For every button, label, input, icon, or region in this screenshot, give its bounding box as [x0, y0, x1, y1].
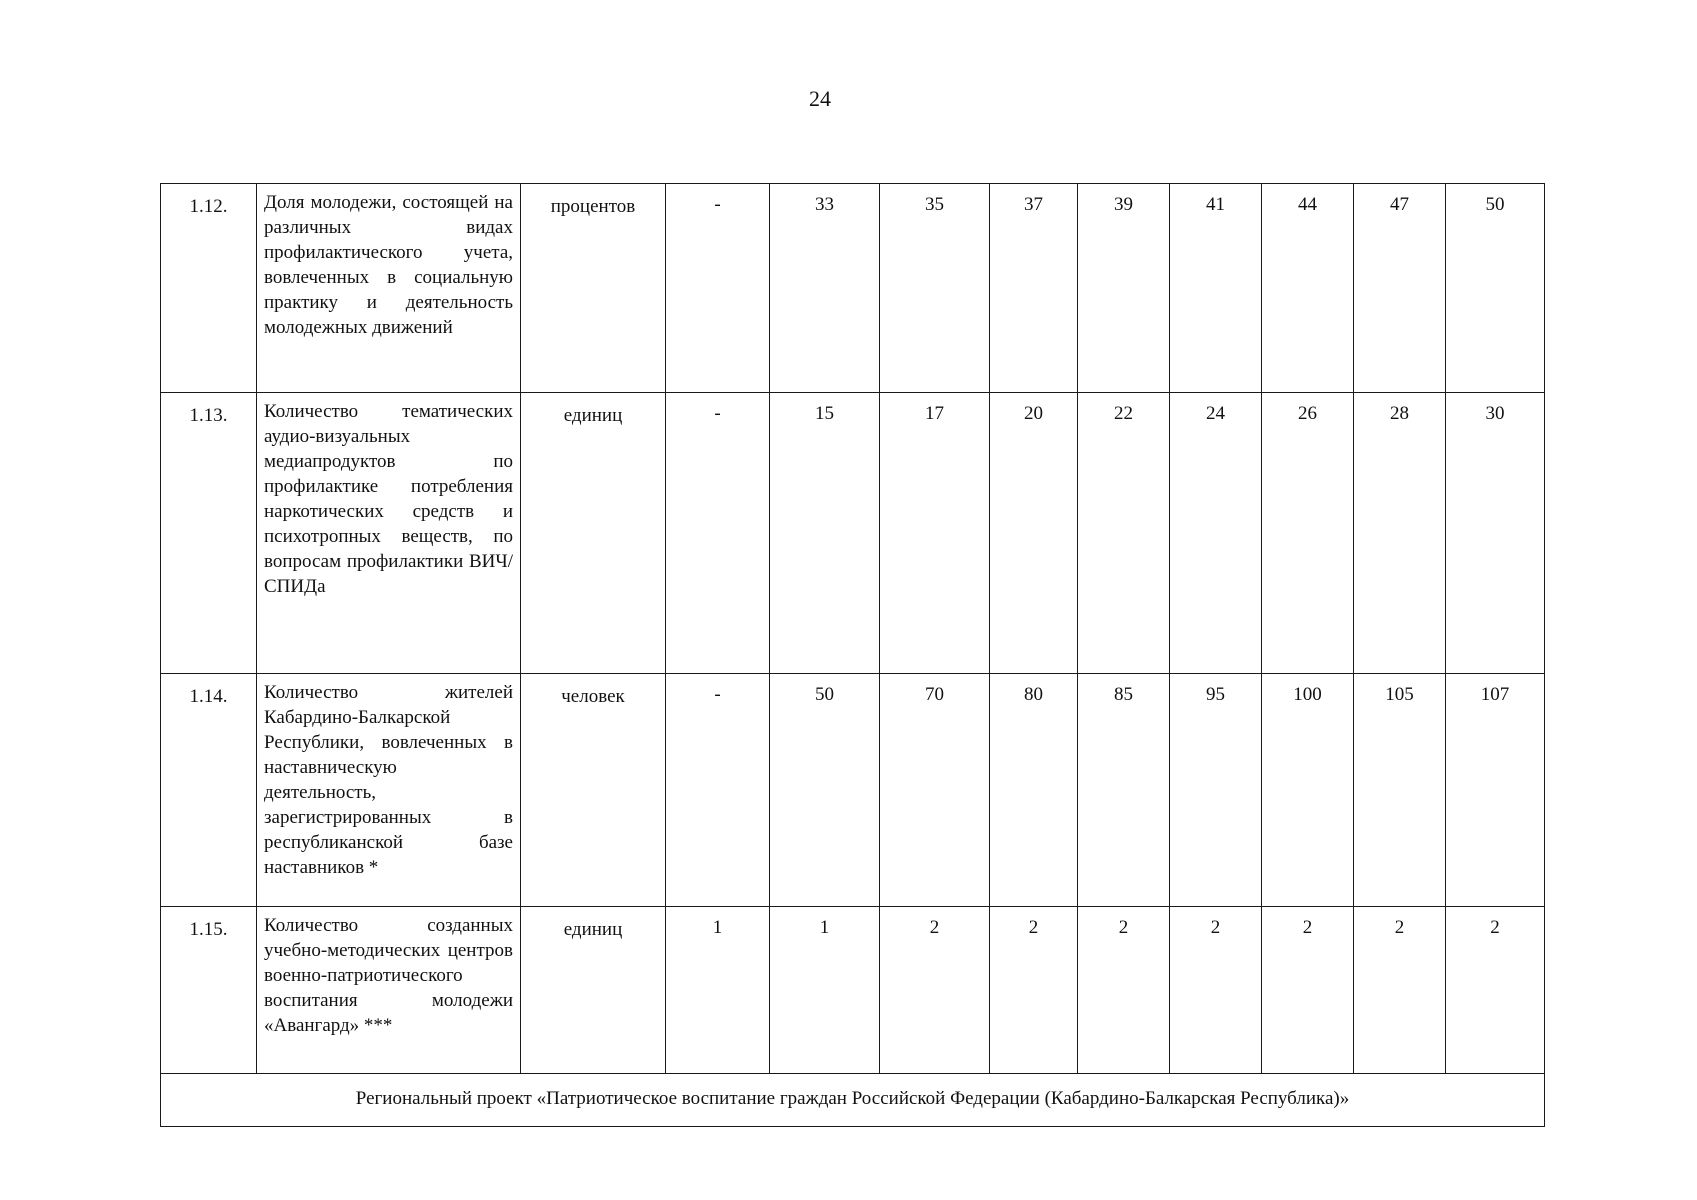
- value-cell: 37: [990, 184, 1078, 393]
- table-row: [161, 907, 1545, 1074]
- value-cell: 107: [1446, 674, 1545, 907]
- unit-cell: единиц: [521, 393, 666, 674]
- row-number: 1.15.: [161, 907, 257, 1074]
- indicators-table: [160, 183, 1545, 1127]
- value-cell: 44: [1262, 184, 1354, 393]
- value-cell: 1: [666, 907, 770, 1074]
- value-cell: 1: [770, 907, 880, 1074]
- value-cell: 33: [770, 184, 880, 393]
- unit-cell: единиц: [521, 907, 666, 1074]
- value-cell: 28: [1354, 393, 1446, 674]
- value-cell: 50: [770, 674, 880, 907]
- page-number: 24: [809, 86, 831, 111]
- value-cell: 70: [880, 674, 990, 907]
- value-cell: 85: [1078, 674, 1170, 907]
- unit-cell: процентов: [521, 184, 666, 393]
- row-number: 1.13.: [161, 393, 257, 674]
- indicator-description: Количество жителей Кабардино-Балкарской Республики, вовлеченных в наставническую деятельность, зарегистрированных в республиканской базе наставников *: [257, 674, 521, 907]
- value-cell: 100: [1262, 674, 1354, 907]
- row-number: 1.14.: [161, 674, 257, 907]
- value-cell: 2: [1446, 907, 1545, 1074]
- section-row: [161, 1074, 1545, 1127]
- unit-cell: человек: [521, 674, 666, 907]
- value-cell: 24: [1170, 393, 1262, 674]
- value-cell: 2: [1170, 907, 1262, 1074]
- table-row: [161, 674, 1545, 907]
- value-cell: 2: [1354, 907, 1446, 1074]
- value-cell: 50: [1446, 184, 1545, 393]
- value-cell: 2: [990, 907, 1078, 1074]
- section-title: Региональный проект «Патриотическое воспитание граждан Российской Федерации (Кабардино-Балкарская Республика)»: [161, 1074, 1545, 1127]
- value-cell: 35: [880, 184, 990, 393]
- value-cell: 15: [770, 393, 880, 674]
- value-cell: 2: [1262, 907, 1354, 1074]
- value-cell: -: [666, 393, 770, 674]
- table-row: [161, 184, 1545, 393]
- value-cell: 30: [1446, 393, 1545, 674]
- indicator-description: Количество созданных учебно-методических центров военно-патриотического воспитания молодежи «Авангард» ***: [257, 907, 521, 1074]
- value-cell: 47: [1354, 184, 1446, 393]
- value-cell: 17: [880, 393, 990, 674]
- value-cell: 39: [1078, 184, 1170, 393]
- value-cell: -: [666, 674, 770, 907]
- row-number: 1.12.: [161, 184, 257, 393]
- value-cell: 22: [1078, 393, 1170, 674]
- value-cell: 95: [1170, 674, 1262, 907]
- indicator-description: Количество тематических аудио-визуальных медиапродуктов по профилактике потребления наркотических средств и психотропных веществ, по вопросам профилактики ВИЧ/СПИДа: [257, 393, 521, 674]
- value-cell: 2: [1078, 907, 1170, 1074]
- value-cell: 20: [990, 393, 1078, 674]
- indicator-description: Доля молодежи, состоящей на различных видах профилактического учета, вовлеченных в социальную практику и деятельность молодежных движений: [257, 184, 521, 393]
- value-cell: -: [666, 184, 770, 393]
- value-cell: 26: [1262, 393, 1354, 674]
- value-cell: 80: [990, 674, 1078, 907]
- value-cell: 105: [1354, 674, 1446, 907]
- value-cell: 2: [880, 907, 990, 1074]
- value-cell: 41: [1170, 184, 1262, 393]
- table-row: [161, 393, 1545, 674]
